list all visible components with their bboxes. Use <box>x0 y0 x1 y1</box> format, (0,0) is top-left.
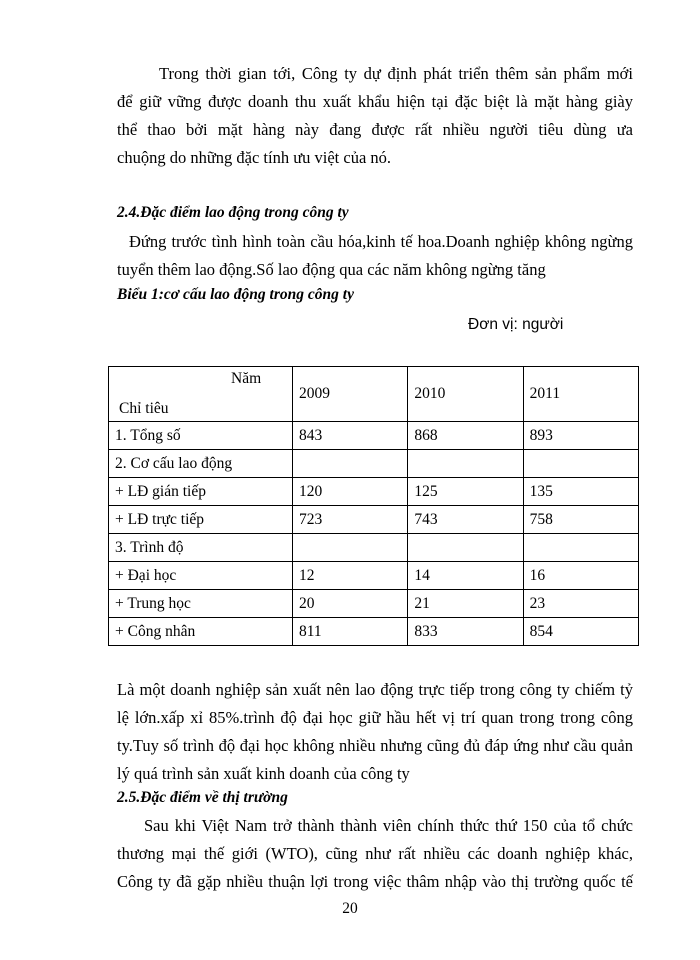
row-label: + LĐ gián tiếp <box>109 478 293 506</box>
table-cell: 854 <box>523 618 638 646</box>
table-cell: 16 <box>523 562 638 590</box>
row-label: 2. Cơ cấu lao động <box>109 450 293 478</box>
table-row <box>109 506 639 534</box>
paragraph-labor-intro <box>117 228 633 284</box>
table-cell: 893 <box>523 422 638 450</box>
table-cell: 868 <box>408 422 523 450</box>
table-cell: 758 <box>523 506 638 534</box>
table-row <box>109 478 639 506</box>
table-row <box>109 450 639 478</box>
table-cell <box>293 450 408 478</box>
table-cell: 743 <box>408 506 523 534</box>
section-heading-2-4: 2.4.Đặc điểm lao động trong công ty <box>117 204 349 221</box>
text-line: thương mại thế giới (WTO), cũng như rất nhiều các doanh nghiệp khác, <box>117 844 633 863</box>
table-cell: 12 <box>293 562 408 590</box>
header-year-label: Năm <box>231 370 262 387</box>
table-caption: Biểu 1:cơ cấu lao động trong công ty <box>117 286 354 303</box>
table-cell: 811 <box>293 618 408 646</box>
table-cell: 135 <box>523 478 638 506</box>
row-label: + Đại học <box>109 562 293 590</box>
text-line: để giữ vững được doanh thu xuất khẩu hiện tại đặc biệt là mặt hàng giày <box>117 92 633 111</box>
table-cell: 723 <box>293 506 408 534</box>
table-row <box>109 562 639 590</box>
row-label: + Công nhân <box>109 618 293 646</box>
text-line: Sau khi Việt Nam trở thành thành viên chính thức thứ 150 của tổ chức <box>144 816 633 835</box>
paragraph-market <box>117 812 633 896</box>
year-header-cell: 2009 <box>293 367 408 422</box>
text-line: Đứng trước tình hình toàn cầu hóa,kinh tế hoa.Doanh nghiệp không ngừng <box>129 232 633 251</box>
table-cell: 14 <box>408 562 523 590</box>
page-number: 20 <box>342 900 358 917</box>
text-line: Trong thời gian tới, Công ty dự định phát triển thêm sản phẩm mới <box>159 64 633 83</box>
paragraph-labor-analysis <box>117 676 633 788</box>
table-header-row <box>109 367 639 422</box>
header-indicator-label: Chỉ tiêu <box>119 400 169 417</box>
table-cell <box>523 534 638 562</box>
table-row <box>109 534 639 562</box>
text-line: lý quá trình sản xuất kinh doanh của công ty <box>117 764 410 783</box>
table-cell <box>408 450 523 478</box>
row-label: 3. Trình độ <box>109 534 293 562</box>
table-cell: 125 <box>408 478 523 506</box>
text-line: thể thao bởi mặt hàng này đang được rất nhiều người tiêu dùng ưa <box>117 120 633 139</box>
table-cell: 23 <box>523 590 638 618</box>
table-cell <box>408 534 523 562</box>
text-line: tuyển thêm lao động.Số lao động qua các năm không ngừng tăng <box>117 260 546 279</box>
table-cell: 120 <box>293 478 408 506</box>
text-line: lệ lớn.xấp xỉ 85%.trình độ đại học giữ hầu hết vị trí quan trong trong công <box>117 708 633 727</box>
table-cell: 21 <box>408 590 523 618</box>
text-line: ty.Tuy số trình độ đại học không nhiều nhưng cũng đủ đáp ứng như cầu quản <box>117 736 633 755</box>
table-row <box>109 422 639 450</box>
table-row <box>109 590 639 618</box>
header-corner-cell <box>109 367 293 422</box>
unit-label: Đơn vị: người <box>468 316 564 333</box>
text-line: chuộng do những đặc tính ưu việt của nó. <box>117 148 392 167</box>
row-label: + LĐ trực tiếp <box>109 506 293 534</box>
row-label: + Trung học <box>109 590 293 618</box>
section-heading-2-5: 2.5.Đặc điểm về thị trường <box>117 789 288 806</box>
table-row <box>109 618 639 646</box>
table-cell <box>293 534 408 562</box>
table-cell: 833 <box>408 618 523 646</box>
text-line: Là một doanh nghiệp sản xuất nên lao động trực tiếp trong công ty chiếm tỷ <box>117 680 633 699</box>
year-header-cell: 2011 <box>523 367 638 422</box>
table-cell: 843 <box>293 422 408 450</box>
paragraph-product-plan <box>117 60 633 172</box>
labor-structure-table <box>108 366 639 646</box>
text-line: Công ty đã gặp nhiều thuận lợi trong việc thâm nhập vào thị trường quốc tế <box>117 872 633 891</box>
table-cell: 20 <box>293 590 408 618</box>
row-label: 1. Tổng số <box>109 422 293 450</box>
year-header-cell: 2010 <box>408 367 523 422</box>
table-cell <box>523 450 638 478</box>
